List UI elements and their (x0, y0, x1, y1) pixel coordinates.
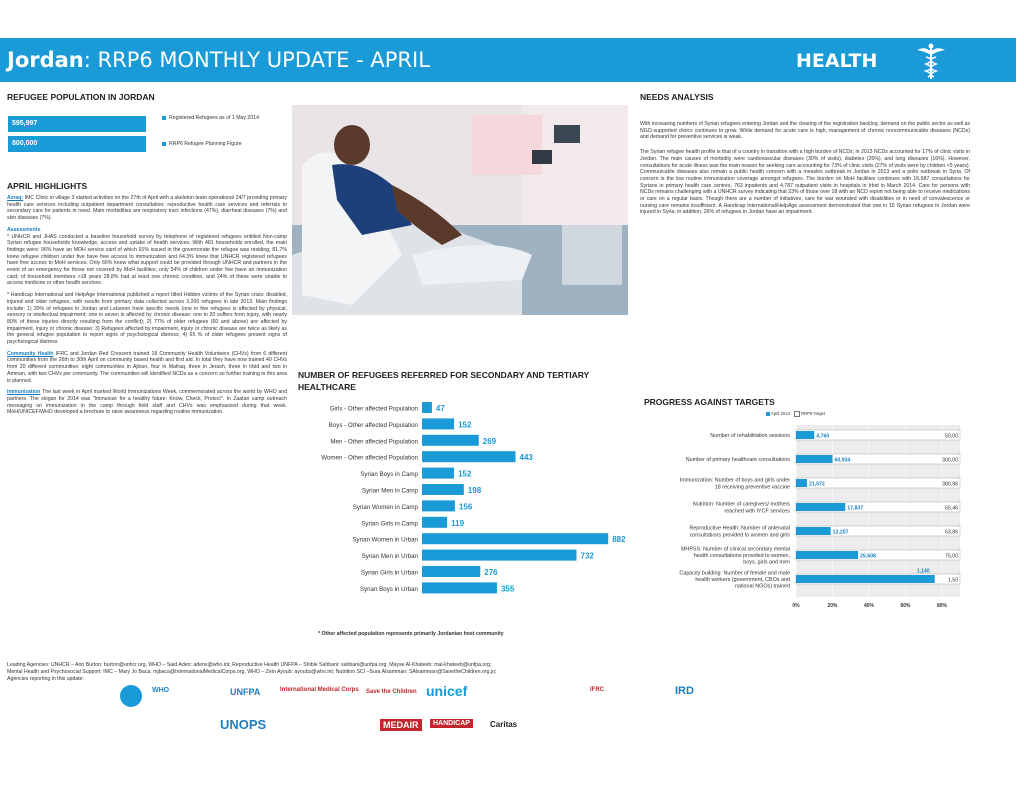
progress-axis-tick: 0% (792, 603, 800, 609)
progress-achieved-bar (796, 431, 814, 439)
referral-bar (422, 402, 432, 413)
highlights-heading: APRIL HIGHLIGHTS (7, 181, 88, 191)
referral-bar (422, 517, 447, 528)
footer-line-2: Mental Health and Psychosocial Support: IMC – Mary Jo Baca: mjbaca@InternationalMedicalCorps.org, WHO – Zein Ayoub: ayoubz@who.int; Nutrition SCI –Sura Alsamman: SAlsamman@SavetheChildren.org.jo; (7, 669, 497, 676)
country-name: Jordan (7, 48, 84, 72)
immunization-lead: Immunization (7, 389, 41, 396)
referral-category-label: Boys - Other affected Population (328, 421, 418, 429)
progress-axis-tick: 80% (936, 603, 948, 609)
unops-logo: UNOPS (220, 717, 267, 732)
referral-value-label: 47 (435, 404, 445, 413)
referral-category-label: Syrian Boys in Urban (359, 585, 418, 593)
needs-paragraph-1: With increasing numbers of Syrian refugees entering Jordan and the clearing of the registration backlog, demand on the public sector as well as NGO-supported clinics continues to grow. While demand for acute care is high, management of chronic noncommunicable diseases (NCDs) and demand for preventive services is weak. (640, 121, 970, 141)
progress-target-label: 75,00 (945, 553, 958, 560)
partner-logos (120, 683, 760, 743)
referral-bar (422, 451, 516, 462)
referral-value-label: 198 (467, 486, 482, 495)
referral-category-label: Syrian Men in Camp (361, 487, 418, 495)
needs-paragraph-2: The Syrian refugee health profile is that of a country in transition with a high burden of NCDs; in 2013 NCDs accounted for 17% of clinic visits in Jordan. The main causes of morbidity were cardiovascular diseases (30% of visits), diabetes (26%), and lung diseases (16%). However, consultations for acute illness was the main reason for seeking care accounting for 73% of clinic visits (27% of visits were by children <5 years). Communicable diseases also remain a public health concern with a measles outbreak in Jordan in 2013 and a polio outbreak in Syria. Of concern is the low routine immunization coverage amongst refugees. The burden on MoH facilities continues with 16,687 consultations for Syrians in primary health care centres, 763 inpatients and 4,787 outpatient visits in hospitals in Irbid in March 2014. Care for persons with NCDs remains challenging with a UNHCR survey indicating that 23% of those over 18 with an NCD report not being able to receive medications or care on a regular basis. Though there are a number of initiatives, care for war wounded with disabilities or in need of convalescence or nursing care remains insufficient. A Handicap International/HelpAge assessment demonstrated that one in 15 Syrian refugees in Jordan were injured in Syria; in addition, 26% of refugees in Jordan have an impairment. (640, 149, 970, 216)
highlights-body (7, 195, 287, 421)
referral-category-label: Men - Other affected Population (330, 438, 418, 446)
progress-category-label: MHPSS: Number of clinical secondary mental (680, 546, 790, 553)
page-title (7, 48, 430, 72)
progress-category-label: boys, girls and men (743, 559, 790, 566)
referral-category-label: Syrian Men in Urban (361, 553, 418, 561)
progress-category-label: Capacity building: Number of female and male (679, 570, 790, 577)
ird-logo: IRD (675, 685, 694, 697)
referral-bar (422, 533, 608, 544)
progress-target-label: 63,86 (945, 529, 958, 536)
community-health-text: IFRC and Jordan Red Crescent trained 18 Community Health Volunteers (CHVs) from 6 different communities from the 26th to 30th April on community based health and first aid. In total they have now trained 40 CHVs from 20 different communities: eight communities in Ajloun, four in Mafraq, three in Jerash, three in Irbid and two in Amman, with two CHVs per community. The communities will identified NCDs as a concern so further training in this area is planned. (7, 350, 288, 384)
progress-value-label: 60,934 (834, 457, 851, 464)
footer-line-3: Agencies reporting in this update: (7, 676, 84, 683)
referral-bar (422, 550, 577, 561)
progress-category-label: Nutrition: Number of caregivers/ mothers (692, 501, 790, 508)
progress-axis-tick: 60% (900, 603, 911, 609)
referral-category-label: Girls - Other affected Population (329, 405, 418, 413)
referrals-bar-chart (292, 398, 626, 606)
progress-target-label: 50,00 (945, 433, 958, 440)
referral-value-label: 152 (458, 469, 472, 479)
progress-category-label: reached with IYCF services (724, 508, 790, 515)
azraq-text: IMC Clinic in village 3 started activities on the 27th of April with a skeleton team operational 24/7 providing primary health care services including outpatient department consultation; reproductive health care services and referrals to secondary care for patients in need. Main morbidities are respiratory tract infections (47%), diarrheal diseases (7%) and skin diseases (7%). (7, 195, 287, 222)
referral-value-label: 443 (519, 453, 533, 463)
unicef-logo: unicef (426, 683, 468, 699)
referral-value-label: 156 (458, 502, 473, 512)
referral-value-label: 269 (482, 436, 497, 446)
footer-contacts (7, 662, 707, 684)
progress-achieved-bar (796, 527, 831, 535)
progress-category-label: consultations provided to women and girls (689, 532, 790, 539)
legend-achieved-label: April 2014 (770, 411, 790, 417)
referral-bar (422, 500, 455, 511)
referral-bar (422, 418, 454, 429)
legend-target-label: RRP6 Target (801, 411, 826, 417)
progress-category-label: 18 receiving preventive vaccine (714, 484, 790, 491)
registered-legend (162, 115, 287, 122)
ifrc-logo: IFRC (590, 687, 604, 693)
referral-category-label: Syrian Girls in Urban (360, 569, 418, 577)
footer-line-1: Leading Agencies: UNHCR – Ann Burton: burton@unhcr.org, WHO – Said Aden: adens@who.int; Reproductive Health UNFPA – Shible Sahbani: sahbani@unfpa.org, Mayse Al-Khateeb: mal-khateeb@unfpa.org; (7, 662, 492, 668)
community-health-lead: Community Health (7, 350, 54, 357)
referral-category-label: Syrian Women in Urban (352, 536, 418, 544)
referral-bar (422, 435, 479, 446)
medair-logo: MEDAIR (380, 719, 422, 731)
planning-value-box: 800,000 (8, 136, 146, 152)
progress-category-label: Number of rehabilitation sessions (710, 433, 790, 439)
sector-label: HEALTH (796, 50, 878, 72)
progress-value-label: 4,760 (816, 433, 830, 440)
progress-target-label: 380,96 (942, 481, 958, 488)
progress-category-label: health workers (government, CBOs and (695, 577, 790, 583)
referral-value-label: 119 (451, 518, 465, 528)
planning-legend (162, 141, 287, 148)
progress-target-label: 300,00 (942, 457, 958, 464)
progress-achieved-bar (796, 455, 833, 463)
referral-bar (422, 566, 480, 577)
progress-target-label: 65,46 (945, 505, 958, 512)
needs-body (640, 121, 970, 221)
progress-achieved-bar (796, 575, 935, 583)
progress-target-label: 1,50 (947, 577, 958, 584)
assessments-lead: Assessments (7, 226, 41, 233)
legend-target-swatch (794, 411, 800, 417)
referral-value-label: 152 (458, 420, 472, 430)
referral-value-label: 355 (500, 584, 515, 594)
referral-value-label: 276 (484, 568, 498, 577)
assessments-text: * UNHCR and JHAS conducted a baseline household survey by telephone of registered refugees entitled Non-camp Syrian refugee households knowledge, access and uptake of health services. With 481 households enrolled, the main findings were: 96% have an MOH service card of which 91% issued in the governorate the refugee was residing; 81.7% knew refugee children under five have free access to immunization and 64.3% knew that UNHCR registered refugees have free access to MoH services. Only 66% knew what support could be provided through UNHCR and partners in the event of an emergency for those not covered by MoH facilities; only 54% of children under five have an immunization card; of household members >18 years 28.8% had at least one chronic condition, and 24% of these were unable to access medicine or other health services. (7, 233, 287, 287)
handicap-report-text: * Handicap International and HelpAge International published a report titled Hidden victims of the Syrian crisis: disabled, injured and older refugees, with results from primary data collected across 3,200 refugees in late 2013. Main findings include: 1) 30% of refugees in Jordan and Lebanon have specific needs (one in five refugees is affected by physical, sensory or intellectual impairment; one in seven is affected by chronic disease; one in 20 suffers from injury, with nearly 80% of these injuries directly resulting from the conflict); 2) 77% of older refugees (60 and above) are affected by impairment, injury or chronic disease; 3) Refugees affected by impairment, injury or chronic disease are twice as likely as the general refugee population to report signs of psychological distress; 4) 65 % of older refugees present signs of psychological distress (7, 292, 287, 346)
progress-bar-chart (630, 423, 970, 623)
unfpa-logo: UNFPA (230, 687, 261, 697)
progress-value-label: 25,608 (860, 553, 876, 560)
caritas-logo: Caritas (490, 720, 518, 729)
progress-category-label: Number of primary healthcare consultations (685, 457, 790, 463)
legend-square (162, 116, 166, 120)
progress-axis-tick: 40% (863, 603, 875, 609)
update-title: : RRP6 MONTHLY UPDATE - APRIL (83, 48, 430, 72)
referral-bar (422, 484, 464, 495)
save-the-children-logo: Save the Children (366, 689, 417, 695)
legend-square (162, 142, 166, 146)
unhcr-logo (120, 685, 142, 707)
planning-label: RRP6 Refugee Planning Figure (169, 141, 242, 147)
progress-value-label: 1,140 (916, 568, 930, 575)
population-heading: REFUGEE POPULATION IN JORDAN (7, 92, 155, 102)
referral-bar (422, 582, 497, 593)
immunization-text: The last week in April marked World Immunizations Week, commemorated across the world by WHO and partners. The slogan for 2014 was "Immunize for a healthy future: Know, Check, Protect". In Zaatari camp outreach messaging on immunization in the camp through field staff and CHVs was emphasized during that week. MoH/UNICEF/WHO developed a brochure to raise awareness regarding routine immunization. (7, 389, 287, 416)
referrals-footnote: * Other affected population represents primarily Jordanian host community (318, 631, 504, 637)
progress-achieved-bar (796, 479, 807, 487)
progress-category-label: Reproductive Health: Number of antenatal (689, 525, 790, 532)
progress-value-label: 21,572 (808, 481, 825, 488)
progress-category-label: national NGOs) trained (734, 583, 790, 590)
progress-legend (766, 411, 825, 417)
referral-category-label: Syrian Boys in Camp (360, 471, 418, 479)
who-logo: WHO (152, 687, 170, 694)
progress-axis-tick: 20% (827, 603, 838, 609)
progress-category-label: health consultations provided to women, (693, 553, 790, 559)
registered-label: Registered Refugees as of 1 May 2014 (169, 115, 259, 121)
azraq-lead: Azraq: (7, 195, 24, 201)
referral-category-label: Syrian Women in Camp (352, 503, 418, 511)
referral-category-label: Women - Other affected Population (321, 454, 418, 462)
legend-achieved-swatch (766, 412, 770, 416)
referrals-heading: NUMBER OF REFUGEES REFERRED FOR SECONDARY AND TERTIARY HEALTHCARE (298, 370, 590, 392)
progress-achieved-bar (796, 503, 845, 511)
needs-heading: NEEDS ANALYSIS (640, 92, 714, 102)
progress-heading: PROGRESS AGAINST TARGETS (644, 397, 775, 407)
progress-value-label: 12,207 (832, 529, 849, 536)
progress-value-label: 17,837 (847, 505, 864, 512)
referral-category-label: Syrian Girls in Camp (361, 520, 418, 528)
registered-value-box: 595,997 (8, 116, 146, 132)
referral-value-label: 882 (612, 535, 626, 545)
progress-category-label: Immunization: Number of boys and girls under (679, 477, 790, 484)
handicap-logo: HANDICAP (430, 719, 473, 728)
progress-achieved-bar (796, 551, 858, 559)
referral-bar (422, 468, 454, 479)
referral-value-label: 732 (580, 551, 594, 561)
imc-logo: International Medical Corps (280, 687, 359, 693)
hospital-patient-photo (292, 105, 628, 315)
caduceus-icon (914, 42, 948, 80)
